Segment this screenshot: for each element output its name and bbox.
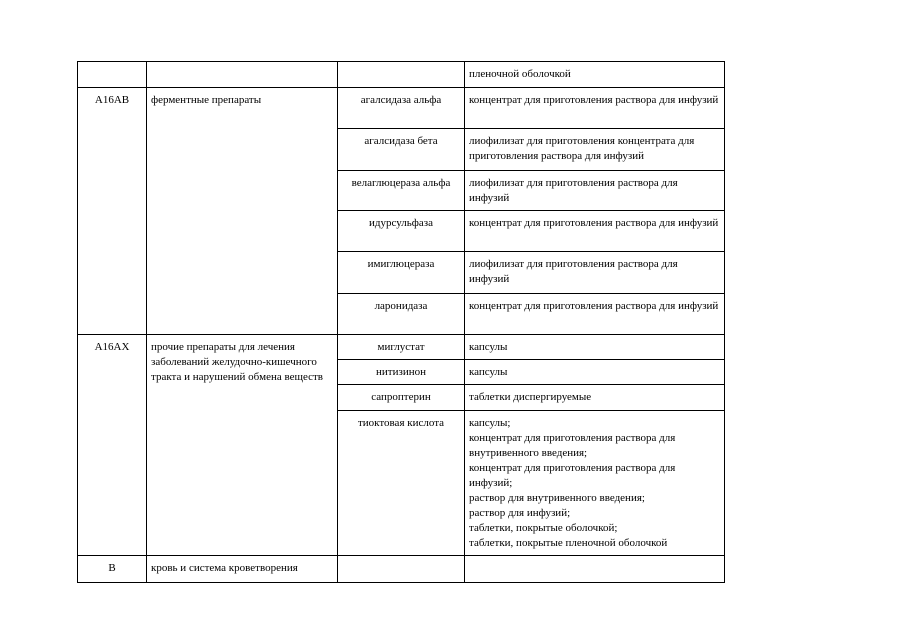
atc-code-cell [78,62,147,88]
atc-code-cell: A16AB [78,88,147,335]
dosage-form-line: лиофилизат для приготовления концентрата для приготовления раствора для инфузий [469,135,695,162]
dosage-form-cell [465,556,725,583]
dosage-form-line: капсулы [469,341,508,353]
drug-name-cell: миглустат [338,335,465,360]
dosage-form-line: концентрат для приготовления раствора для инфузий [469,300,719,312]
dosage-form-line: лиофилизат для приготовления раствора для инфузий [469,258,678,285]
dosage-form-line: пленочной оболочкой [469,68,571,80]
atc-group-cell: кровь и система кроветворения [147,556,338,583]
dosage-form-line: концентрат для приготовления раствора для инфузий [469,94,719,106]
dosage-form-line: концентрат для приготовления раствора для инфузий [469,217,719,229]
table-row [78,88,725,129]
drug-name-cell: велаглюцераза альфа [338,171,465,211]
drug-name-cell: агалсидаза альфа [338,88,465,129]
dosage-form-cell [465,252,725,294]
atc-group-cell [147,62,338,88]
dosage-form-cell [465,129,725,171]
table-row [78,556,725,583]
dosage-form-line: раствор для инфузий; [469,507,571,519]
atc-group-cell: ферментные препараты [147,88,338,335]
drug-name-cell: идурсульфаза [338,211,465,252]
drug-name-cell: агалсидаза бета [338,129,465,171]
dosage-form-cell [465,62,725,88]
table-row [78,62,725,88]
dosage-form-cell [465,294,725,335]
dosage-form-cell [465,211,725,252]
dosage-form-line: раствор для внутривенного введения; [469,492,645,504]
dosage-form-cell [465,385,725,411]
atc-group-cell: прочие препараты для лечения заболеваний желудочно-кишечного тракта и нарушений обмена веществ [147,335,338,556]
drug-name-cell: нитизинон [338,360,465,385]
drug-name-cell: сапроптерин [338,385,465,411]
document-table [77,61,725,583]
drug-name-cell [338,62,465,88]
table-row [78,335,725,360]
dosage-form-line: таблетки диспергируемые [469,391,592,403]
dosage-form-line: капсулы; [469,417,511,429]
dosage-form-cell [465,171,725,211]
dosage-form-line: таблетки, покрытые оболочкой; [469,522,618,534]
dosage-form-line: капсулы [469,366,508,378]
drug-name-cell: тиоктовая кислота [338,411,465,556]
dosage-form-cell [465,335,725,360]
drug-name-cell: имиглюцераза [338,252,465,294]
dosage-form-line: концентрат для приготовления раствора для инфузий; [469,462,676,489]
dosage-form-cell [465,360,725,385]
dosage-form-cell [465,411,725,556]
atc-code-cell: A16AX [78,335,147,556]
atc-code-cell: B [78,556,147,583]
dosage-form-cell [465,88,725,129]
drug-name-cell [338,556,465,583]
drug-name-cell: ларонидаза [338,294,465,335]
dosage-form-line: лиофилизат для приготовления раствора для инфузий [469,177,678,204]
dosage-form-line: таблетки, покрытые пленочной оболочкой [469,537,668,549]
dosage-form-line: концентрат для приготовления раствора для внутривенного введения; [469,432,676,459]
